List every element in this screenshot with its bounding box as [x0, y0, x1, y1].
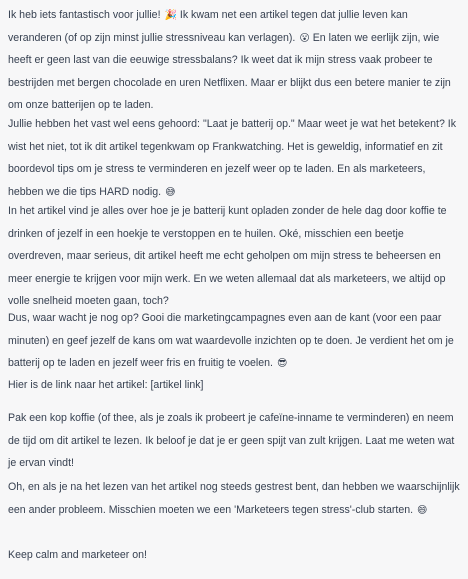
- message-paragraph-8: [8, 544, 460, 567]
- paragraph-text: Dus, waar wacht je nog op? Gooi die marketingcampagnes even aan de kant (voor een paar minuten) en geef jezelf de kans om wat waardevolle inzichten op te doen. Je verdient het om je batterij op te laden en jezelf weer fris en fruitig te voelen.: [8, 312, 454, 369]
- paragraph-text: Keep calm and marketeer on!: [8, 549, 147, 561]
- message-paragraph-5: [8, 374, 460, 397]
- party-popper-icon: 🎉: [164, 10, 177, 21]
- surprised-face-icon: 😮: [299, 32, 310, 44]
- paragraph-text: In het artikel vind je alles over hoe je je batterij kunt opladen zonder de hele dag door koffie te drinken of jezelf in een hoekje te verstoppen en te huilen. Oké, misschien een beetje overdreven, maar serieus, dit artikel heeft me echt geholpen om mijn stress te beheersen en meer energie te krijgen voor mijn werk. En we weten allemaal dat als marketeers, we altijd op volle snelheid moeten gaan, toch?: [8, 205, 447, 307]
- grinning-face-icon: 😄: [417, 504, 428, 516]
- paragraph-text: Hier is de link naar het artikel: [artikel link]: [8, 379, 204, 391]
- paragraph-text: Jullie hebben het vast wel eens gehoord: "Laat je batterij op." Maar weet je wat het betekent? Ik wist het niet, tot ik dit artikel tegenkwam op Frankwatching. Het is geweldig, informatief en zit boordevol tips om je stress te verminderen en jezelf weer op te laden. En als marketeers, hebben we die tips HARD nodig.: [8, 118, 457, 198]
- message-paragraph-2: [8, 113, 460, 203]
- message-paragraph-3: [8, 200, 460, 313]
- message-paragraph-6: [8, 407, 460, 475]
- paragraph-text: Oh, en als je na het lezen van het artikel nog steeds gestrest bent, dan hebben we waarschijnlijk een ander probleem. Misschien moeten we een 'Marketeers tegen stress'-club starten.: [8, 481, 460, 516]
- paragraph-text: Ik kwam net een artikel tegen dat jullie leven kan veranderen (of op zijn minst jullie stressniveau kan verlagen).: [8, 9, 408, 44]
- paragraph-text: Pak een kop koffie (of thee, als je zoals ik probeert je cafeïne-inname te verminderen) en neem de tijd om dit artikel te lezen. Ik beloof je dat je er geen spijt van zult krijgen. Laat me weten wat je ervan vindt!: [8, 412, 455, 469]
- sweat-smile-icon: 😅: [165, 186, 176, 198]
- sunglasses-face-icon: 😎: [276, 358, 288, 369]
- message-paragraph-1: [8, 4, 460, 117]
- message-paragraph-7: [8, 476, 460, 521]
- message-paragraph-4: [8, 307, 460, 375]
- paragraph-text: En laten we eerlijk zijn, wie heeft er geen last van die eeuwige stressbalans? Ik weet dat ik mijn stress vaak probeer te bestrijden met bergen chocolade en uren Netflixen. Maar er blijkt dus een betere manier te zijn om onze batterijen op te laden.: [8, 31, 451, 111]
- paragraph-text: Ik heb iets fantastisch voor jullie!: [8, 9, 161, 21]
